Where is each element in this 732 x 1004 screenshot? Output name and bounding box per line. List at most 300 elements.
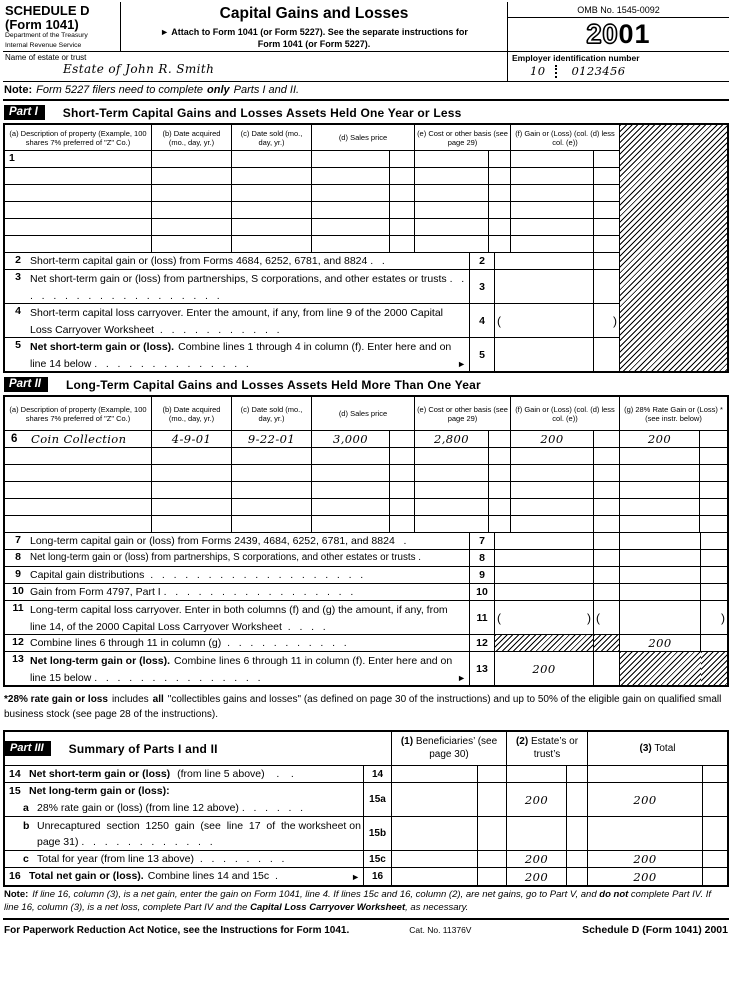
line-10-g-amount[interactable] [620,584,701,600]
line-8-box: 8 [470,550,495,566]
top-note-text-1: Form 5227 filers need to complete [36,84,204,97]
line-4-box: 4 [470,304,495,337]
paren-close: ) [587,610,591,625]
entry-cell[interactable] [390,448,415,464]
entry-cell[interactable] [232,151,312,167]
row-1-number: 1 [5,151,152,167]
entry-cell[interactable] [415,236,489,252]
line-11-g-cents[interactable] [701,601,727,634]
entry-cell[interactable] [594,185,620,201]
col-beneficiaries-header: (1) Beneficiaries’ (see page 30) [392,732,507,765]
line-3-label: 3 Net short-term gain or (loss) from partnerships, S corporations, and other estates or trusts . . . . . . . . . . . . . . . . . . . [5,270,470,303]
entry-cell[interactable] [620,499,700,515]
entry-cell[interactable] [152,185,232,201]
entry-cell[interactable] [312,202,390,218]
line-13-g-hatched [620,652,701,685]
rate-gain-footnote: *28% rate gain or loss includes all "collectibles gains and losses" (as defined on page 30 of the instructions) and up to 50% of the eligible gain on qualified small business stock (see page 28 of the instructions). [4,694,722,721]
entry-cell[interactable] [511,168,594,184]
line-15a-label: 15 Net long-term gain or (loss): a 28% rate gain or (loss) (from line 12 above) . . . . . . [5,783,364,816]
row-6-sales-price[interactable]: 3,000 [312,431,390,447]
entry-cell[interactable] [5,202,152,218]
line-15c-label: c Total for year (from line 13 above) . . . . . . . . [5,851,364,867]
line-14-label: 14 Net short-term gain or (loss) (from line 5 above) . . [5,766,364,782]
paren-close: ) [613,313,617,328]
line-10-number: 10 [12,585,24,598]
schedule-label: SCHEDULE D [5,3,90,18]
entry-cell[interactable] [594,465,620,481]
entry-cell[interactable] [511,151,594,167]
line-8-g-amount[interactable] [620,550,701,566]
line-14-col2[interactable] [507,766,567,782]
arrowhead-icon: ► [457,673,466,684]
part1-title: Short-Term Capital Gains and Losses Assets Held One Year or Less [62,105,462,120]
attach-line-2: Form 1041 (or Form 5227). [257,39,371,50]
entry-cell[interactable] [415,185,489,201]
entry-cell[interactable] [700,431,727,447]
entry-cell[interactable] [232,448,312,464]
ein-prefix: 10 [530,64,546,79]
line-7-g-amount[interactable] [620,533,701,549]
line-2-amount[interactable] [495,253,594,269]
line-9-g-amount[interactable] [620,567,701,583]
line-16-col3[interactable]: 200 [588,868,703,885]
entry-cell[interactable] [5,499,152,515]
line-16-col1-cents[interactable] [478,868,507,885]
line-15b-box: 15b [364,817,392,850]
line-14-col1-cents[interactable] [478,766,507,782]
line-15b-col3[interactable] [588,817,703,850]
line-4-amount[interactable] [495,304,594,337]
entry-cell[interactable] [489,499,511,515]
entry-cell[interactable] [152,219,232,235]
entry-cell[interactable] [620,482,700,498]
form-footer [3,920,729,936]
entry-cell[interactable] [700,448,727,464]
line-3-box: 3 [470,270,495,303]
entry-cell[interactable] [489,219,511,235]
line-4-number: 4 [15,305,21,318]
line-9-label: 9 Capital gain distributions . . . . . . . . . . . . . . . . . . . [5,567,470,583]
line-5-number: 5 [15,339,21,352]
entry-cell[interactable] [232,219,312,235]
line-15c-col1-cents[interactable] [478,851,507,867]
part1-table [3,123,729,373]
line-8-f-amount[interactable] [495,550,594,566]
tax-year [508,18,729,51]
line-7-box: 7 [470,533,495,549]
line-11-g-amount[interactable] [620,601,701,634]
line-15c-col1[interactable] [392,851,478,867]
entry-cell[interactable] [152,202,232,218]
line-7-number: 7 [15,534,21,547]
line-15a-col1[interactable] [392,783,478,816]
col-c-header: (c) Date sold (mo., day, yr.) [232,125,312,150]
line-5-amount[interactable] [495,338,594,371]
entry-cell[interactable] [594,431,620,447]
line-15b-col2[interactable] [507,817,567,850]
entry-cell[interactable] [489,202,511,218]
name-ein-row [3,52,729,82]
entry-cell[interactable] [489,168,511,184]
entry-cell[interactable] [511,219,594,235]
row-6-gain-f[interactable]: 200 [511,431,594,447]
entry-cell[interactable] [5,168,152,184]
line-14-col1[interactable] [392,766,478,782]
line-8-f-cents[interactable] [594,550,620,566]
paren-close: ) [721,610,725,625]
line-12-label: 12 Combine lines 6 through 11 in column (g) . . . . . . . . . . . [5,635,470,651]
entry-cell[interactable] [152,151,232,167]
col-e-header: (e) Cost or other basis (see page 29) [415,397,511,430]
line-16-box: 16 [364,868,392,885]
part1-heading [4,105,729,120]
line-16-label: 16 Total net gain or (loss). Combine lines 14 and 15c . ► [5,868,364,885]
line-12-f-hatched [495,635,594,651]
form-number: (Form 1041) [5,16,79,32]
ein-label: Employer identification number [512,53,640,64]
part3-header-row [5,732,727,766]
line-15a-col2-cents[interactable] [567,783,588,816]
entry-cell[interactable] [152,482,232,498]
entry-cell[interactable] [152,465,232,481]
line-13-f-cents[interactable] [594,652,620,685]
top-note-emphasis: only [207,84,230,97]
col-d-header: (d) Sales price [312,397,415,430]
part3-badge: Part III [5,741,51,756]
line-10-f-cents[interactable] [594,584,620,600]
line-16-col2-cents[interactable] [567,868,588,885]
line-10-label: 10 Gain from Form 4797, Part I . . . . . . . . . . . . . . . . . [5,584,470,600]
line-13-f-amount[interactable]: 200 [495,652,594,685]
entry-cell[interactable] [5,516,152,532]
entry-cell[interactable] [620,516,700,532]
entry-cell[interactable] [415,168,489,184]
entry-cell[interactable] [312,516,390,532]
line-9-g-cents[interactable] [701,567,727,583]
paren-open: ( [596,610,600,625]
entry-cell[interactable] [390,431,415,447]
entry-cell[interactable] [489,465,511,481]
entry-cell[interactable] [152,448,232,464]
form-title: Capital Gains and Losses [219,5,409,22]
part1-badge: Part I [4,105,45,120]
hatched-area-part1 [620,125,727,371]
line-11-number: 11 [12,602,24,615]
entry-cell[interactable] [594,499,620,515]
col-g-header: (g) 28% Rate Gain or (Loss) *(see instr. below) [624,404,723,423]
line-12-g-cents[interactable] [701,635,727,651]
line-7-g-cents[interactable] [701,533,727,549]
entry-cell[interactable] [232,236,312,252]
col-c-header: (c) Date sold (mo., day, yr.) [232,397,312,430]
entry-cell[interactable] [232,482,312,498]
line-8-g-cents[interactable] [701,550,727,566]
name-field[interactable]: Estate of John R. Smith [63,62,215,77]
col-f-header: (f) Gain or (Loss) (col. (d) less col. (e)) [511,397,620,430]
title-block [121,2,507,51]
line-8-number: 8 [15,551,21,564]
paren-open: ( [497,313,501,328]
name-label: Name of estate or trust [5,53,87,63]
row-6-date-sold[interactable]: 9-22-01 [232,431,312,447]
entry-cell[interactable] [390,465,415,481]
entry-cell[interactable] [415,465,489,481]
entry-cell[interactable] [511,482,594,498]
line-15c-col2-cents[interactable] [567,851,588,867]
entry-cell[interactable] [489,151,511,167]
entry-cell[interactable] [594,448,620,464]
entry-cell[interactable] [489,431,511,447]
line-11-f-cents[interactable] [594,601,620,634]
line-13-number: 13 [12,653,24,666]
line-11-label: 11 Long-term capital loss carryover. Enter in both columns (f) and (g) the amount, if any, from line 14, of the 2000 Capital Loss Carryover Worksheet . . . . [5,601,470,634]
entry-cell[interactable] [390,219,415,235]
entry-cell[interactable] [312,168,390,184]
part2-title: Long-Term Capital Gains and Losses Assets Held More Than One Year [65,377,481,392]
line-12-number: 12 [12,636,24,649]
entry-cell[interactable] [5,185,152,201]
line-15c-col3[interactable]: 200 [588,851,703,867]
entry-cell[interactable] [489,236,511,252]
line-15c-box: 15c [364,851,392,867]
line-7-label: 7 Long-term capital gain or (loss) from Forms 2439, 4684, 6252, 6781, and 8824 . [5,533,470,549]
entry-cell[interactable] [620,448,700,464]
entry-cell[interactable] [152,516,232,532]
entry-cell[interactable] [594,202,620,218]
entry-cell[interactable] [594,168,620,184]
entry-cell[interactable] [511,185,594,201]
line-15c-col2[interactable]: 200 [507,851,567,867]
row-6-description[interactable]: 6 Coin Collection [5,431,152,447]
col-d-header: (d) Sales price [312,125,415,150]
entry-cell[interactable] [312,482,390,498]
entry-cell[interactable] [5,448,152,464]
entry-cell[interactable] [489,516,511,532]
entry-cell[interactable] [390,482,415,498]
line-12-f-cents-hatched [594,635,620,651]
col-a-header: (a) Description of property (Example, 100 shares 7% preferred of "Z" Co.) [5,125,152,150]
row-6-number: 6 [11,433,18,446]
paren-open: ( [497,610,501,625]
entry-cell[interactable] [700,516,727,532]
top-note-text-2: Parts I and II. [233,84,300,97]
entry-cell[interactable] [511,516,594,532]
line-12-box: 12 [470,635,495,651]
line-5-cents[interactable] [594,338,620,371]
line-15a-col3[interactable]: 200 [588,783,703,816]
entry-cell[interactable] [152,168,232,184]
treasury-label: Department of the Treasury [5,32,88,40]
entry-cell[interactable] [594,516,620,532]
entry-cell[interactable] [390,236,415,252]
line-4-label: 4 Short-term capital loss carryover. Enter the amount, if any, from line 9 of the 2000 Capital Loss Carryover Worksheet . . . . . . . . . . . [5,304,470,337]
top-note-lead: Note: [4,84,33,97]
entry-cell[interactable] [390,499,415,515]
entry-cell[interactable] [511,499,594,515]
line-9-f-amount[interactable] [495,567,594,583]
line-15a-col3-cents[interactable] [703,783,727,816]
line-12-g-amount[interactable]: 200 [620,635,701,651]
entry-cell[interactable] [390,516,415,532]
line-2-cents[interactable] [594,253,620,269]
ein-field[interactable] [512,64,725,78]
line-8-label: 8 Net long-term gain or (loss) from partnerships, S corporations, and other estates or trusts . [5,550,470,566]
line-13-g-cents-hatched [701,652,727,685]
line-15b-col1-cents[interactable] [478,817,507,850]
footnote-bold-lead: *28% rate gain or loss [4,694,108,706]
line-13-label: 13 Net long-term gain or (loss). Combine lines 6 through 11 in column (f). Enter here and on line 15 below . . . . . . . . . . . . . . . ► [5,652,470,685]
entry-cell[interactable] [415,482,489,498]
line-2-box: 2 [470,253,495,269]
line-10-f-amount[interactable] [495,584,594,600]
line-15a-box: 15a [364,783,392,816]
row-6-date-acquired[interactable]: 4-9-01 [152,431,232,447]
line-2-number: 2 [15,254,21,267]
entry-cell[interactable] [312,151,390,167]
line-10-box: 10 [470,584,495,600]
col-b-header: (b) Date acquired (mo., day, yr.) [152,125,232,150]
entry-cell[interactable] [312,185,390,201]
arrowhead-icon: ► [351,872,360,883]
entry-cell[interactable] [700,465,727,481]
entry-cell[interactable] [232,465,312,481]
line-2-label: 2 Short-term capital gain or (loss) from Forms 4684, 6252, 6781, and 8824 . . [5,253,470,269]
ein-number: 0123456 [571,64,626,79]
line-14-col3-cents[interactable] [703,766,727,782]
entry-cell[interactable] [511,236,594,252]
entry-cell[interactable] [232,168,312,184]
line-15a-col1-cents[interactable] [478,783,507,816]
line-3-amount[interactable] [495,270,594,303]
line-9-number: 9 [15,568,21,581]
entry-cell[interactable] [594,482,620,498]
entry-cell[interactable] [511,448,594,464]
entry-cell[interactable] [511,202,594,218]
line-10-g-cents[interactable] [701,584,727,600]
attach-line-1: ► Attach to Form 1041 (or Form 5227). See the separate instructions for [160,27,468,37]
entry-cell[interactable] [415,219,489,235]
ein-divider [555,65,557,78]
line-14-box: 14 [364,766,392,782]
entry-cell[interactable] [415,151,489,167]
form-footer-id: Schedule D (Form 1041) 2001 [582,923,728,936]
entry-cell[interactable] [5,465,152,481]
part3-table [3,730,729,887]
entry-cell[interactable] [415,516,489,532]
row-6-cost-basis[interactable]: 2,800 [415,431,489,447]
entry-cell[interactable] [5,219,152,235]
line-15b-col1[interactable] [392,817,478,850]
entry-cell[interactable] [5,482,152,498]
entry-cell[interactable] [152,499,232,515]
catalog-number: Cat. No. 11376V [409,924,472,935]
part3-title: Summary of Parts I and II [68,741,218,756]
omb-number: OMB No. 1545-0092 [508,2,729,18]
line-15b-col3-cents[interactable] [703,817,727,850]
arrowhead-icon: ► [457,359,466,370]
line-11-box: 11 [470,601,495,634]
line-15b-label: b Unrecaptured section 1250 gain (see line 17 of the worksheet on page 31) . . . . . . . . . . . . [5,817,364,850]
line-5-box: 5 [470,338,495,371]
irs-label: Internal Revenue Service [5,41,82,49]
entry-cell[interactable] [390,151,415,167]
paperwork-notice: For Paperwork Reduction Act Notice, see the Instructions for Form 1041. [4,924,350,936]
entry-cell[interactable] [594,236,620,252]
col-b-header: (b) Date acquired (mo., day, yr.) [152,397,232,430]
entry-cell[interactable] [594,219,620,235]
line-15b-col2-cents[interactable] [567,817,588,850]
line-15c-col3-cents[interactable] [703,851,727,867]
row-6-gain-g[interactable]: 200 [620,431,700,447]
col-total-header: (3) Total [639,742,676,754]
line-7-f-amount[interactable] [495,533,594,549]
entry-cell[interactable] [390,185,415,201]
entry-cell[interactable] [312,219,390,235]
entry-cell[interactable] [511,465,594,481]
line-9-f-cents[interactable] [594,567,620,583]
line-15a-col2[interactable]: 200 [507,783,567,816]
entry-cell[interactable] [390,202,415,218]
line-7-f-cents[interactable] [594,533,620,549]
line-16-col2[interactable]: 200 [507,868,567,885]
entry-cell[interactable] [312,465,390,481]
line-3-number: 3 [15,271,21,284]
tax-year-bold: 01 [618,19,651,50]
bottom-note: Note: If line 16, column (3), is a net gain, enter the gain on Form 1041, line 4. If lines 15c and 16, column (2), are net gains, go to Part V, and do not complete Part IV. If line 16, column (3), is a net loss, complete Part IV and the Capital Loss Carryover Worksheet, as necessary. [3,887,729,920]
entry-cell[interactable] [232,499,312,515]
entry-cell[interactable] [152,236,232,252]
line-9-box: 9 [470,567,495,583]
entry-cell[interactable] [312,499,390,515]
col-a-header: (a) Description of property (Example, 100 shares 7% preferred of "Z" Co.) [5,397,152,430]
entry-cell[interactable] [594,151,620,167]
entry-cell[interactable] [390,168,415,184]
entry-cell[interactable] [489,448,511,464]
line-16-col1[interactable] [392,868,478,885]
entry-cell[interactable] [700,499,727,515]
entry-cell[interactable] [700,482,727,498]
top-note [3,82,729,101]
entry-cell[interactable] [620,465,700,481]
col-estate-header: (2) Estate’s or trust’s [507,732,588,765]
entry-cell[interactable] [5,236,152,252]
entry-cell[interactable] [489,482,511,498]
col-e-header: (e) Cost or other basis (see page 29) [415,125,511,150]
line-4-cents[interactable] [594,304,620,337]
line-11-f-amount[interactable] [495,601,594,634]
line-14-col2-cents[interactable] [567,766,588,782]
form-id-block [3,2,121,51]
line-13-box: 13 [470,652,495,685]
entry-cell[interactable] [232,516,312,532]
line-3-cents[interactable] [594,270,620,303]
entry-cell[interactable] [232,185,312,201]
part2-heading [4,377,729,392]
line-16-col3-cents[interactable] [703,868,727,885]
entry-cell[interactable] [489,185,511,201]
line-5-label: 5 Net short-term gain or (loss). Combine lines 1 through 4 in column (f). Enter here and on line 14 below . . . . . . . . . . . . . . ► [5,338,470,371]
entry-cell[interactable] [312,448,390,464]
entry-cell[interactable] [312,236,390,252]
attach-instruction [121,26,507,50]
form-header [3,2,729,52]
entry-cell[interactable] [415,448,489,464]
entry-cell[interactable] [415,499,489,515]
entry-cell[interactable] [415,202,489,218]
part2-badge: Part II [4,377,48,392]
line-14-col3[interactable] [588,766,703,782]
entry-cell[interactable] [232,202,312,218]
